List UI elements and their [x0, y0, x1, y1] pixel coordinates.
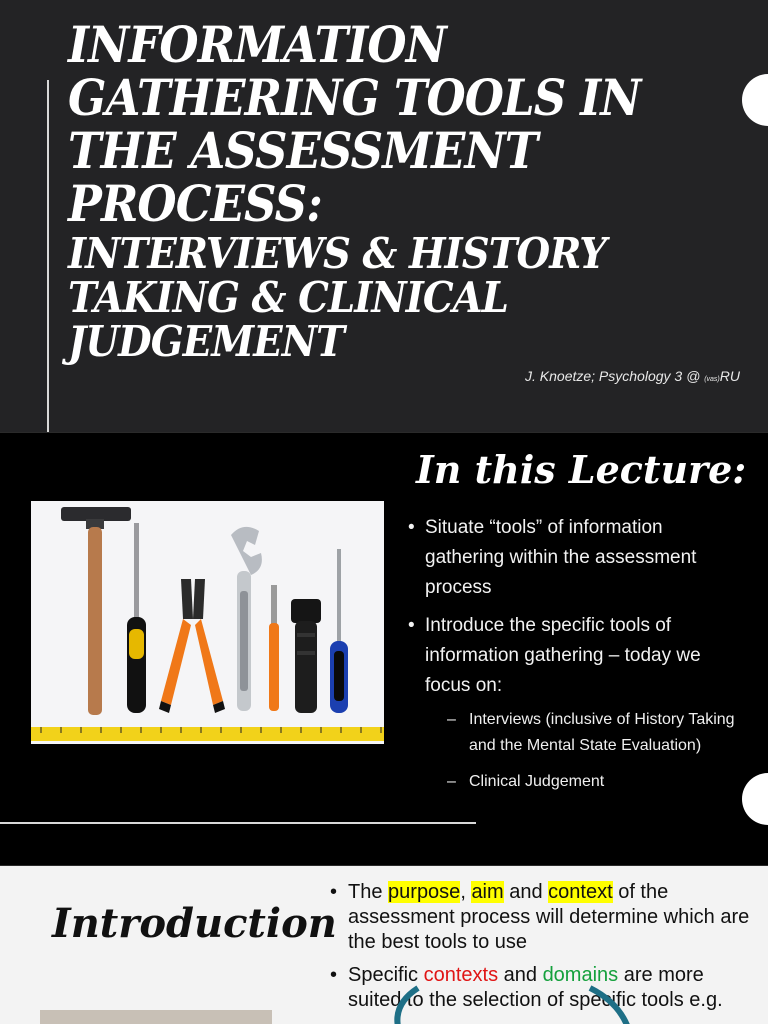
bullet-icon: •: [330, 964, 338, 986]
highlight-aim: aim: [471, 881, 504, 903]
lecture-heading: In this Lecture:: [416, 447, 747, 492]
partial-photo: [40, 1010, 272, 1024]
title-slide: [0, 0, 768, 432]
introduction-heading: Introduction: [52, 900, 337, 947]
tools-photo: [31, 501, 384, 744]
horizontal-divider: [0, 822, 476, 824]
lecture-bullet-list: [408, 513, 738, 805]
sub-bullet-text: Interviews (inclusive of History Taking and the Mental State Evaluation): [469, 711, 735, 754]
slide-nav-circle[interactable]: [742, 74, 768, 126]
text-span: Specific: [348, 964, 424, 986]
text-span: and: [503, 881, 549, 903]
author-small-text: (vas): [704, 376, 720, 383]
dash-icon: –: [447, 773, 456, 790]
highlight-purpose: purpose: [388, 881, 461, 903]
vertical-divider: [47, 80, 49, 432]
bullet-text: Introduce the specific tools of information gathering – today we focus on:: [425, 615, 701, 696]
author-text: J. Knoetze; Psychology 3 @: [525, 368, 705, 384]
list-item: [447, 769, 738, 795]
bullet-icon: •: [408, 517, 415, 538]
list-item: [408, 611, 738, 795]
green-word-domains: domains: [542, 964, 619, 986]
sub-bullet-list: [447, 707, 738, 795]
author-credit: [525, 368, 740, 384]
introduction-slide: [0, 866, 768, 1024]
list-item: [408, 513, 738, 603]
bullet-icon: •: [408, 615, 415, 636]
sub-bullet-text: Clinical Judgement: [469, 773, 605, 790]
text-span: of the assessment process will determine which are the best tools to use: [348, 881, 750, 953]
bullet-icon: •: [330, 881, 338, 903]
author-institution: RU: [719, 368, 740, 384]
slide-subtitle: INTERVIEWS & HISTORY TAKING & CLINICAL JUDGEMENT: [68, 229, 606, 366]
highlight-context: context: [548, 881, 613, 903]
list-item: [447, 707, 738, 759]
cycle-arrows-icon: [360, 976, 650, 1024]
red-word-contexts: contexts: [423, 964, 499, 986]
text-span: ,: [460, 881, 472, 903]
list-item: [330, 880, 750, 955]
bullet-text: Situate “tools” of information gathering within the assessment process: [425, 517, 697, 598]
dash-icon: –: [447, 711, 456, 728]
text-span: are more suited to the selection of specific tools e.g.: [348, 964, 723, 1011]
text-span: The: [348, 881, 389, 903]
text-span: and: [498, 964, 543, 986]
lecture-overview-slide: [0, 433, 768, 865]
slide-nav-circle[interactable]: [742, 773, 768, 825]
slide-title: INFORMATION GATHERING TOOLS IN THE ASSESSMENT PROCESS:: [68, 15, 641, 233]
tools-illustration: [31, 501, 384, 744]
